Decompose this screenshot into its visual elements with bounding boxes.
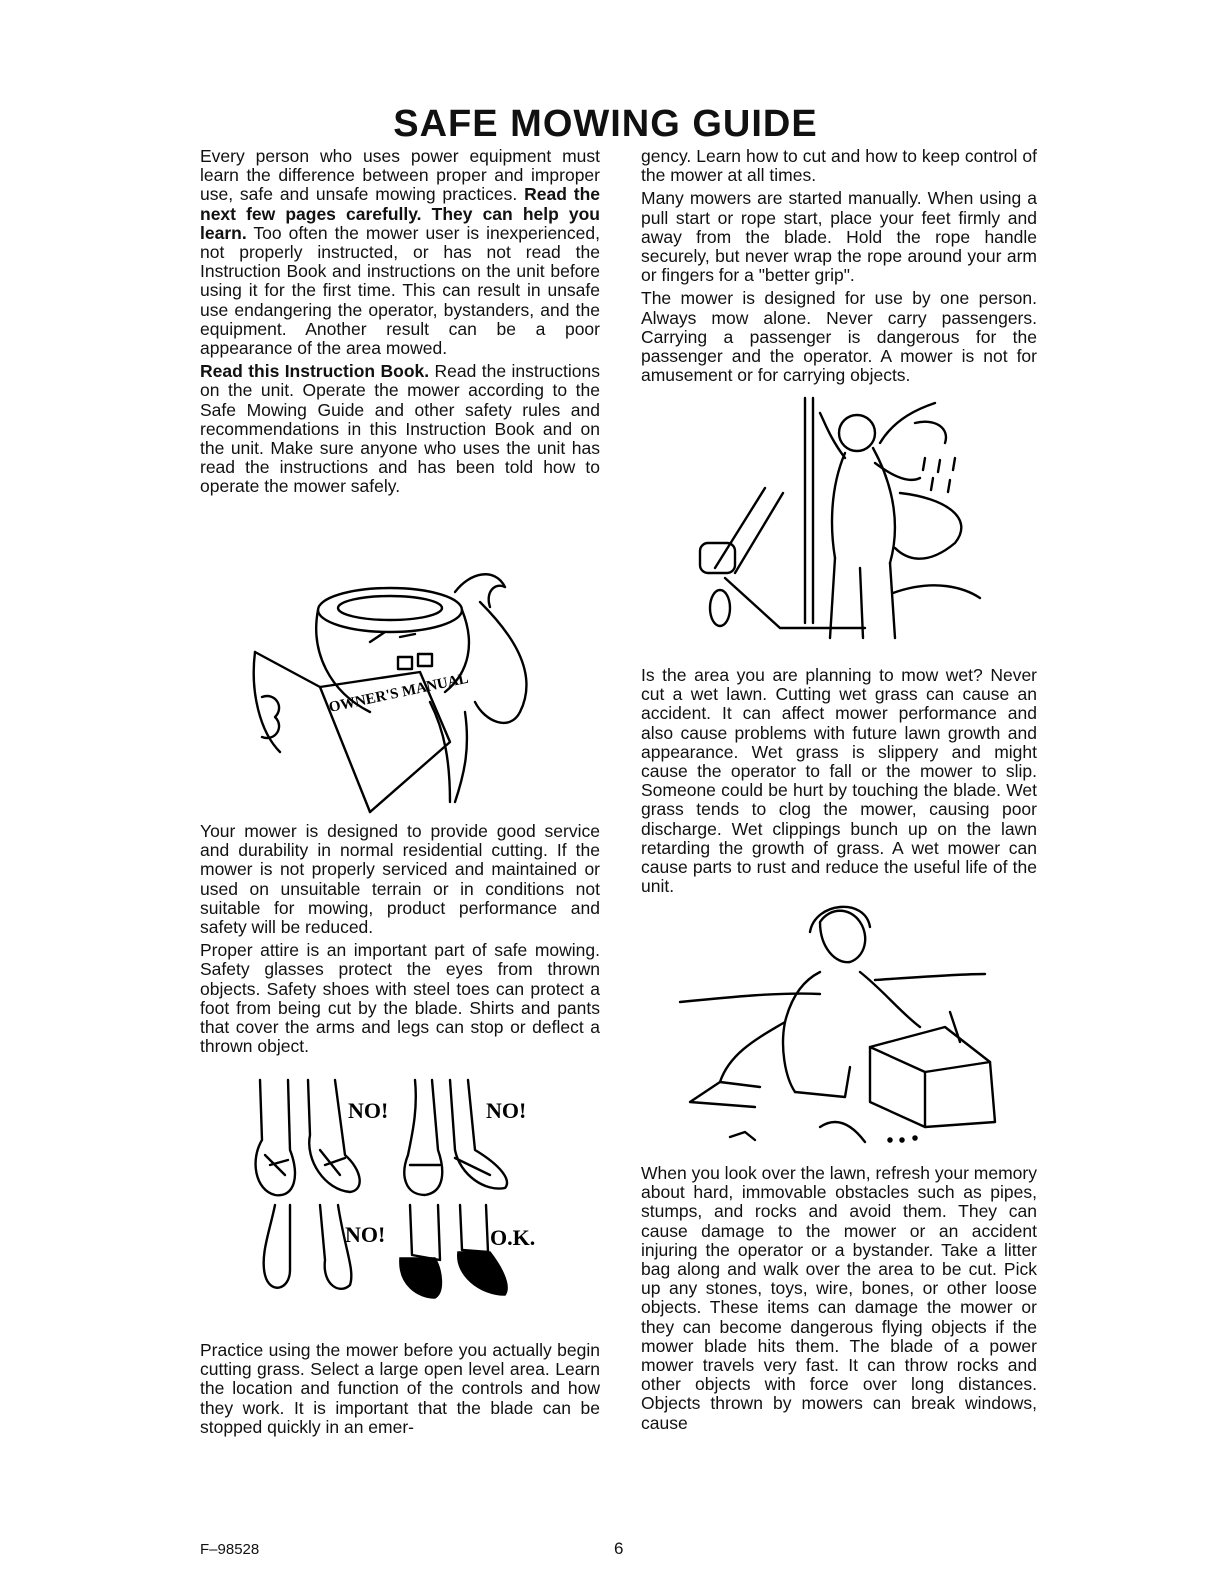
read-book-paragraph: Read this Instruction Book. Read the instructions on the unit. Operate the mower according to the Safe Mowing Guide and other safety rules and recommendations in this Instruction Book and on the unit. Make sure anyone who uses the unit has read the instructions and has been told how to operate the mower safely.: [200, 361, 600, 497]
document-code: F–98528: [200, 1541, 260, 1558]
wet-lawn-paragraph: Is the area you are planning to mow wet? Never cut a wet lawn. Cutting wet grass can cause an accident. It can affect mower performance and also cause problems with future lawn growth and appearance. Wet grass is slippery and might cause the operator to fall or the mower to slip. Someone could be hurt by touching the blade. Wet grass tends to clog the mower, causing poor discharge. Wet clippings bunch up on the lawn retarding the growth of grass. A wet mower can cause parts to rust and reduce the useful life of the unit.: [641, 665, 1037, 897]
wet-lawn-illustration: [695, 398, 985, 643]
intro-paragraph: Every person who uses power equipment must learn the difference between proper and improper use, safe and unsafe mowing practices. Read the next few pages carefully. They can help you learn. Too often the mower user is inexperienced, not properly instructed, or has not read the Instruction Book and instructions on the unit before using it for the first time. This can result in unsafe use endangering the operator, bystanders, and the equipment. Another result can be a poor appearance of the area mowed.: [200, 146, 601, 359]
left-column-middle: [200, 822, 600, 1060]
left-column-bottom: [200, 1341, 600, 1441]
reading-manual-illustration: [250, 562, 550, 812]
intro-bold-text: Read the next few pages carefully. They can help you learn.: [200, 184, 601, 243]
one-person-paragraph: The mower is designed for use by one person. Always mow alone. Never carry passengers. Carrying a passenger is dangerous for the passenger and the operator. A mower is not for amusement or for carrying objects.: [641, 288, 1037, 386]
shoe-label-1: NO!: [348, 1098, 389, 1123]
attire-paragraph: Proper attire is an important part of safe mowing. Safety glasses protect the eyes from thrown objects. Safety shoes with steel toes can protect a foot from being cut by the blade. Shirts and pants that cover the arms and legs can stop or deflect a thrown object.: [200, 940, 600, 1057]
shoe-label-3: NO!: [345, 1222, 386, 1247]
pull-start-paragraph: Many mowers are started manually. When using a pull start or rope start, place your feet firmly and away from the blade. Hold the rope handle securely, but never wrap the rope around your arm or fingers for a "better grip".: [641, 188, 1037, 286]
left-column-top: [200, 147, 600, 501]
right-column-top: [641, 147, 1037, 389]
shoe-label-2: NO!: [486, 1098, 527, 1123]
litter-pickup-illustration: [670, 902, 1010, 1152]
practice-paragraph: Practice using the mower before you actually begin cutting grass. Select a large open level area. Learn the location and function of the controls and how they work. It is important that the blade can be stopped quickly in an emer-: [200, 1340, 600, 1437]
durability-paragraph: Your mower is designed to provide good service and durability in normal residential cutting. If the mower is not properly serviced and maintained or used on unsuitable terrain or in conditions not suitable for mowing, product performance and safety will be reduced.: [200, 821, 600, 938]
read-book-bold: Read this Instruction Book.: [200, 361, 430, 382]
page-number: 6: [614, 1539, 624, 1558]
emergency-paragraph: gency. Learn how to cut and how to keep control of the mower at all times.: [641, 146, 1037, 186]
page-title: SAFE MOWING GUIDE: [393, 103, 818, 145]
right-column-bottom: [641, 1164, 1037, 1437]
footwear-illustration: [250, 1080, 580, 1320]
manual-cover-label: OWNER'S MANUAL: [327, 670, 470, 716]
shoe-label-4: O.K.: [490, 1225, 536, 1250]
right-column-middle: [641, 666, 1037, 900]
obstacles-paragraph: When you look over the lawn, refresh your memory about hard, immovable obstacles such as pipes, stumps, and rocks and avoid them. They can cause damage to the mower or an accident injuring the operator or a bystander. Take a litter bag along and walk over the area to be cut. Pick up any stones, toys, wire, bones, or other loose objects. These items can damage the mower or they can become dangerous flying objects if the mower blade hits them. The blade of a power mower travels very fast. It can throw rocks and other objects with force over long distances. Objects thrown by mowers can break windows, cause: [641, 1163, 1037, 1433]
